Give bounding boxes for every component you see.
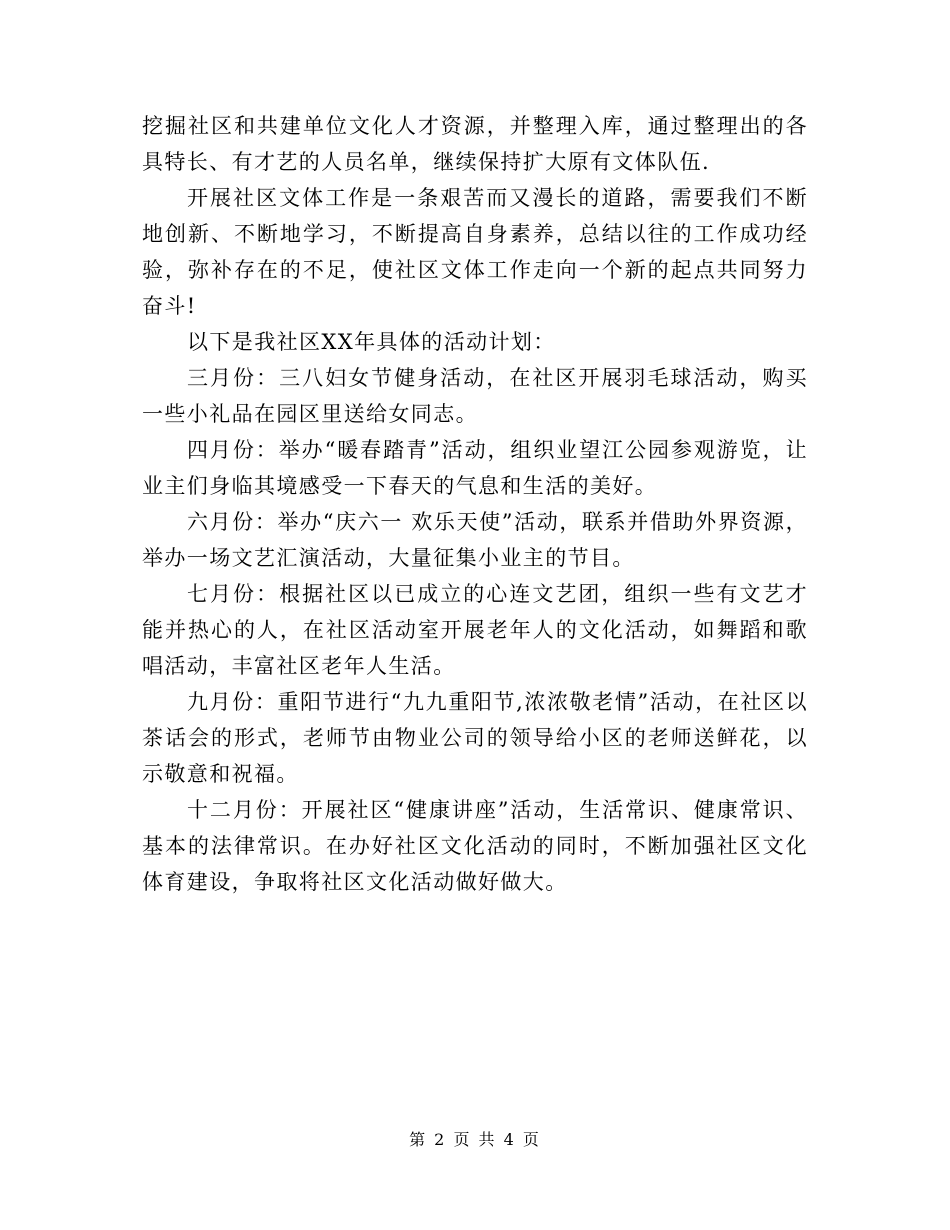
page-number-footer: 第 2 页 共 4 页 — [409, 1130, 541, 1149]
paragraph-july-plan: 七月份：根据社区以已成立的心连文艺团，组织一些有文艺才能并热心的人，在社区活动室开展老年人的文化活动，如舞蹈和歌唱活动，丰富社区老年人生活。 — [142, 582, 808, 678]
paragraph-march-plan: 三月份：三八妇女节健身活动，在社区开展羽毛球活动，购买一些小礼品在园区里送给女同志。 — [142, 366, 808, 426]
paragraph-april-plan: 四月份：举办“暖春踏青”活动，组织业望江公园参观游览，让业主们身临其境感受一下春天的气息和生活的美好。 — [142, 438, 808, 498]
paragraph-september-plan: 九月份：重阳节进行“九九重阳节,浓浓敬老情”活动，在社区以茶话会的形式，老师节由物业公司的领导给小区的老师送鲜花，以示敬意和祝福。 — [142, 690, 808, 786]
paragraph-december-plan: 十二月份：开展社区“健康讲座”活动，生活常识、健康常识、基本的法律常识。在办好社区文化活动的同时，不断加强社区文化体育建设，争取将社区文化活动做好做大。 — [142, 798, 808, 894]
paragraph-plan-intro: 以下是我社区XX年具体的活动计划： — [187, 330, 556, 354]
paragraph-june-plan: 六月份：举办“庆六一 欢乐天使”活动，联系并借助外界资源，举办一场文艺汇演活动，大量征集小业主的节目。 — [142, 510, 808, 570]
document-body — [142, 108, 808, 900]
paragraph-talent-resources: 挖掘社区和共建单位文化人才资源，并整理入库，通过整理出的各具特长、有才艺的人员名单，继续保持扩大原有文体队伍. — [142, 114, 808, 174]
paragraph-work-summary: 开展社区文体工作是一条艰苦而又漫长的道路，需要我们不断地创新、不断地学习，不断提高自身素养，总结以往的工作成功经验，弥补存在的不足，使社区文体工作走向一个新的起点共同努力奋斗! — [142, 186, 808, 318]
